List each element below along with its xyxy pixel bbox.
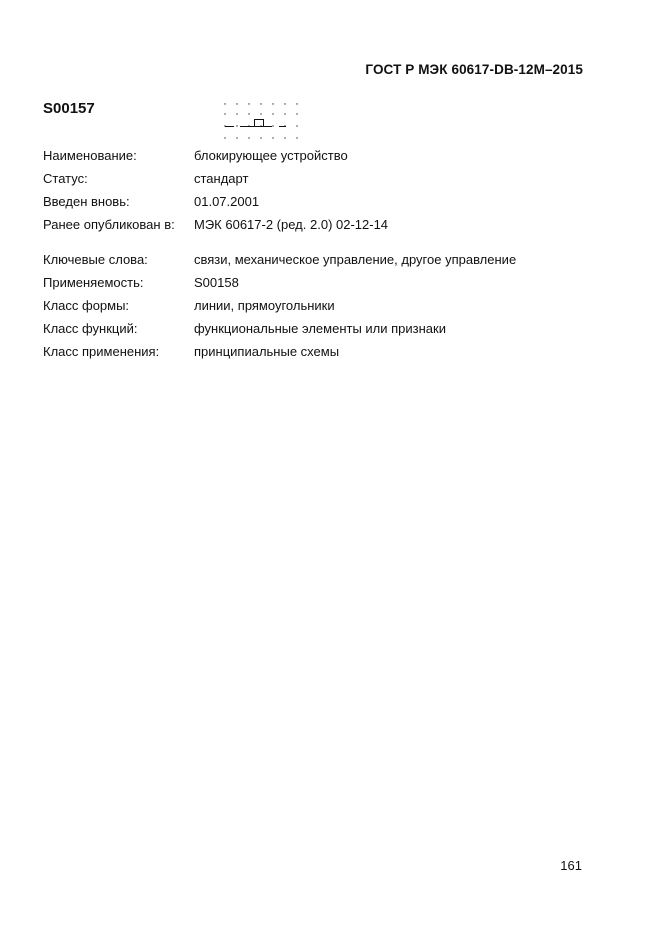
grid-dot bbox=[236, 103, 237, 104]
field-shape-class bbox=[43, 298, 603, 321]
grid-dot bbox=[272, 137, 273, 138]
field-label: Класс формы: bbox=[43, 298, 130, 313]
field-label: Класс применения: bbox=[43, 344, 160, 359]
field-value: стандарт bbox=[194, 171, 249, 186]
grid-dot bbox=[284, 113, 285, 114]
field-value: функциональные элементы или признаки bbox=[194, 321, 446, 336]
field-label: Применяемость: bbox=[43, 275, 144, 290]
field-label: Класс функций: bbox=[43, 321, 138, 336]
grid-dot bbox=[296, 125, 297, 126]
page-number: 161 bbox=[560, 858, 582, 873]
grid-dot bbox=[284, 137, 285, 138]
grid-dot bbox=[272, 113, 273, 114]
grid-dot bbox=[284, 103, 285, 104]
field-label: Статус: bbox=[43, 171, 88, 186]
field-status bbox=[43, 171, 603, 194]
field-function-class bbox=[43, 321, 603, 344]
grid-dot bbox=[224, 113, 225, 114]
grid-dot bbox=[296, 103, 297, 104]
interlocking-device-symbol-icon bbox=[218, 99, 308, 145]
grid-dot bbox=[236, 137, 237, 138]
grid-dot bbox=[260, 113, 261, 114]
grid-dot bbox=[296, 137, 297, 138]
grid-dot bbox=[248, 137, 249, 138]
field-value: связи, механическое управление, другое управление bbox=[194, 252, 517, 267]
symbol-properties bbox=[43, 148, 603, 367]
symbol-grid-dots bbox=[224, 103, 297, 138]
grid-dot bbox=[260, 137, 261, 138]
grid-dot bbox=[224, 137, 225, 138]
grid-dot bbox=[248, 103, 249, 104]
field-name bbox=[43, 148, 603, 171]
grid-dot bbox=[296, 113, 297, 114]
field-label: Ранее опубликован в: bbox=[43, 217, 175, 232]
field-label: Введен вновь: bbox=[43, 194, 130, 209]
symbol-id: S00157 bbox=[43, 100, 95, 117]
standard-header: ГОСТ Р МЭК 60617-DB-12M–2015 bbox=[365, 62, 583, 77]
field-application-class bbox=[43, 344, 603, 367]
field-value: 01.07.2001 bbox=[194, 194, 260, 209]
field-label: Наименование: bbox=[43, 148, 137, 163]
grid-dot bbox=[236, 113, 237, 114]
symbol-lines bbox=[225, 120, 286, 127]
field-value: принципиальные схемы bbox=[194, 344, 340, 359]
field-keywords bbox=[43, 252, 603, 275]
field-previously-published bbox=[43, 217, 603, 240]
field-value: МЭК 60617-2 (ред. 2.0) 02-12-14 bbox=[194, 217, 389, 232]
field-value: блокирующее устройство bbox=[194, 148, 348, 163]
grid-dot bbox=[272, 103, 273, 104]
grid-dot bbox=[224, 103, 225, 104]
grid-dot bbox=[236, 125, 237, 126]
grid-dot bbox=[248, 113, 249, 114]
field-value: линии, прямоугольники bbox=[194, 298, 335, 313]
field-applicability bbox=[43, 275, 603, 298]
grid-dot bbox=[260, 103, 261, 104]
grid-dot bbox=[272, 125, 273, 126]
field-label: Ключевые слова: bbox=[43, 252, 148, 267]
field-value: S00158 bbox=[194, 275, 239, 290]
field-introduced bbox=[43, 194, 603, 217]
